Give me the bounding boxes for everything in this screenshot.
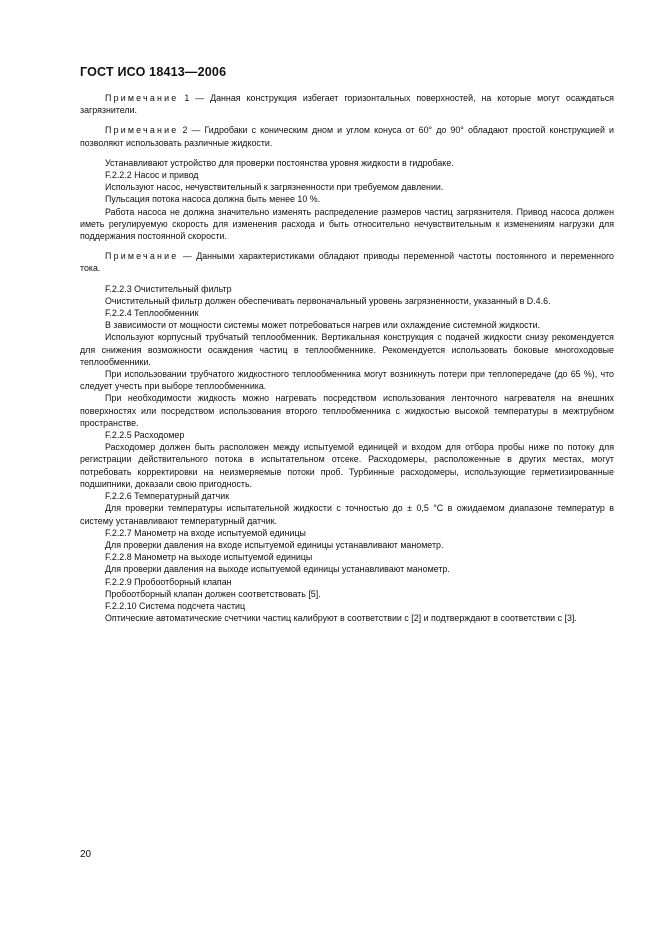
note-text: 2 — Гидробаки с коническим дном и углом конуса от 60° до 90° обладают простой конструкцией и позволяют использовать различные жидкости. — [80, 125, 614, 148]
paragraph: Расходомер должен быть расположен между испытуемой единицей и входом для отбора пробы ниже по потоку для регистрации действительного потока в испытательном отсеке. Расходомеры, расположенные в других местах, могут потребовать корректировки на неизмеряемые потоки проб. Турбинные расходомеры, использующие герметизированные подшипники, доказали свою пригодность. — [80, 442, 614, 489]
note-label: Примечание — [105, 251, 179, 262]
paragraph: Для проверки температуры испытательной жидкости с точностью до ± 0,5 °С в ожидаемом диапазоне температур в систему устанавливают температурный датчик. — [80, 503, 614, 526]
note-3 — [80, 250, 614, 274]
section-heading: F.2.2.3 Очистительный фильтр — [105, 283, 232, 294]
paragraph: Пробоотборный клапан должен соответствовать [5]. — [105, 588, 321, 599]
paragraph: При использовании трубчатого жидкостного теплообменника могут возникнуть потери при теплопередаче (до 65 %), что следует учесть при выборе теплообменника. — [80, 369, 614, 392]
document-body — [80, 92, 614, 624]
note-1 — [80, 92, 614, 116]
section-heading: F.2.2.5 Расходомер — [105, 430, 185, 441]
paragraph: Работа насоса не должна значительно изменять распределение размеров частиц загрязнителя. Привод насоса должен иметь регулируемую скорость для изменения расхода и быть относительно нечувствительным к изменениям нагрузки для поддержания постоянной скорости. — [80, 206, 614, 242]
paragraph: Оптические автоматические счетчики частиц калибруют в соответствии с [2] и подтверждают в соответствии с [3]. — [105, 613, 577, 624]
note-label: Примечание — [105, 125, 179, 136]
document-header: ГОСТ ИСО 18413—2006 — [80, 65, 227, 79]
paragraph: При необходимости жидкость можно нагревать посредством использования ленточного нагревателя на внешних поверхностях или посредством использования второго теплообменника с жидкостью высокой температуры в межтрубном пространстве. — [80, 393, 614, 428]
paragraph: Для проверки давления на выходе испытуемой единицы устанавливают манометр. — [105, 564, 450, 575]
paragraph: Используют корпусный трубчатый теплообменник. Вертикальная конструкция с подачей жидкости снизу рекомендуется для снижения возможности осаждения частиц в теплообменнике. Рекомендуется использовать боковые многоходовые теплообменники. — [80, 332, 614, 367]
section-heading: F.2.2.6 Температурный датчик — [105, 491, 230, 502]
paragraph: Пульсация потока насоса должна быть менее 10 %. — [105, 194, 321, 205]
paragraph: Очистительный фильтр должен обеспечивать первоначальный уровень загрязненности, указанный в D.4.6. — [105, 295, 551, 306]
page-number: 20 — [80, 849, 92, 860]
note-text: — Данными характеристиками обладают приводы переменной частоты постоянного и переменного тока. — [80, 251, 614, 274]
section-heading: F.2.2.10 Система подсчета частиц — [105, 600, 246, 611]
paragraph: Используют насос, нечувствительный к загрязненности при требуемом давлении. — [105, 182, 444, 193]
paragraph: Устанавливают устройство для проверки постоянства уровня жидкости в гидробаке. — [105, 157, 454, 168]
note-label: Примечание — [105, 93, 179, 103]
section-heading: F.2.2.2 Насос и привод — [105, 170, 199, 181]
section-heading: F.2.2.4 Теплообменник — [105, 308, 199, 319]
section-heading: F.2.2.7 Манометр на входе испытуемой единицы — [105, 527, 306, 538]
note-text: 1 — Данная конструкция избегает горизонтальных поверхностей, на которые могут осаждаться загрязнители. — [80, 93, 614, 116]
paragraph: В зависимости от мощности системы может потребоваться нагрев или охлаждение системной жидкости. — [105, 320, 541, 331]
note-2 — [80, 124, 614, 148]
paragraph: Для проверки давления на входе испытуемой единицы устанавливают манометр. — [105, 539, 444, 550]
section-heading: F.2.2.8 Манометр на выходе испытуемой единицы — [105, 552, 313, 563]
section-heading: F.2.2.9 Пробоотборный клапан — [105, 576, 232, 587]
